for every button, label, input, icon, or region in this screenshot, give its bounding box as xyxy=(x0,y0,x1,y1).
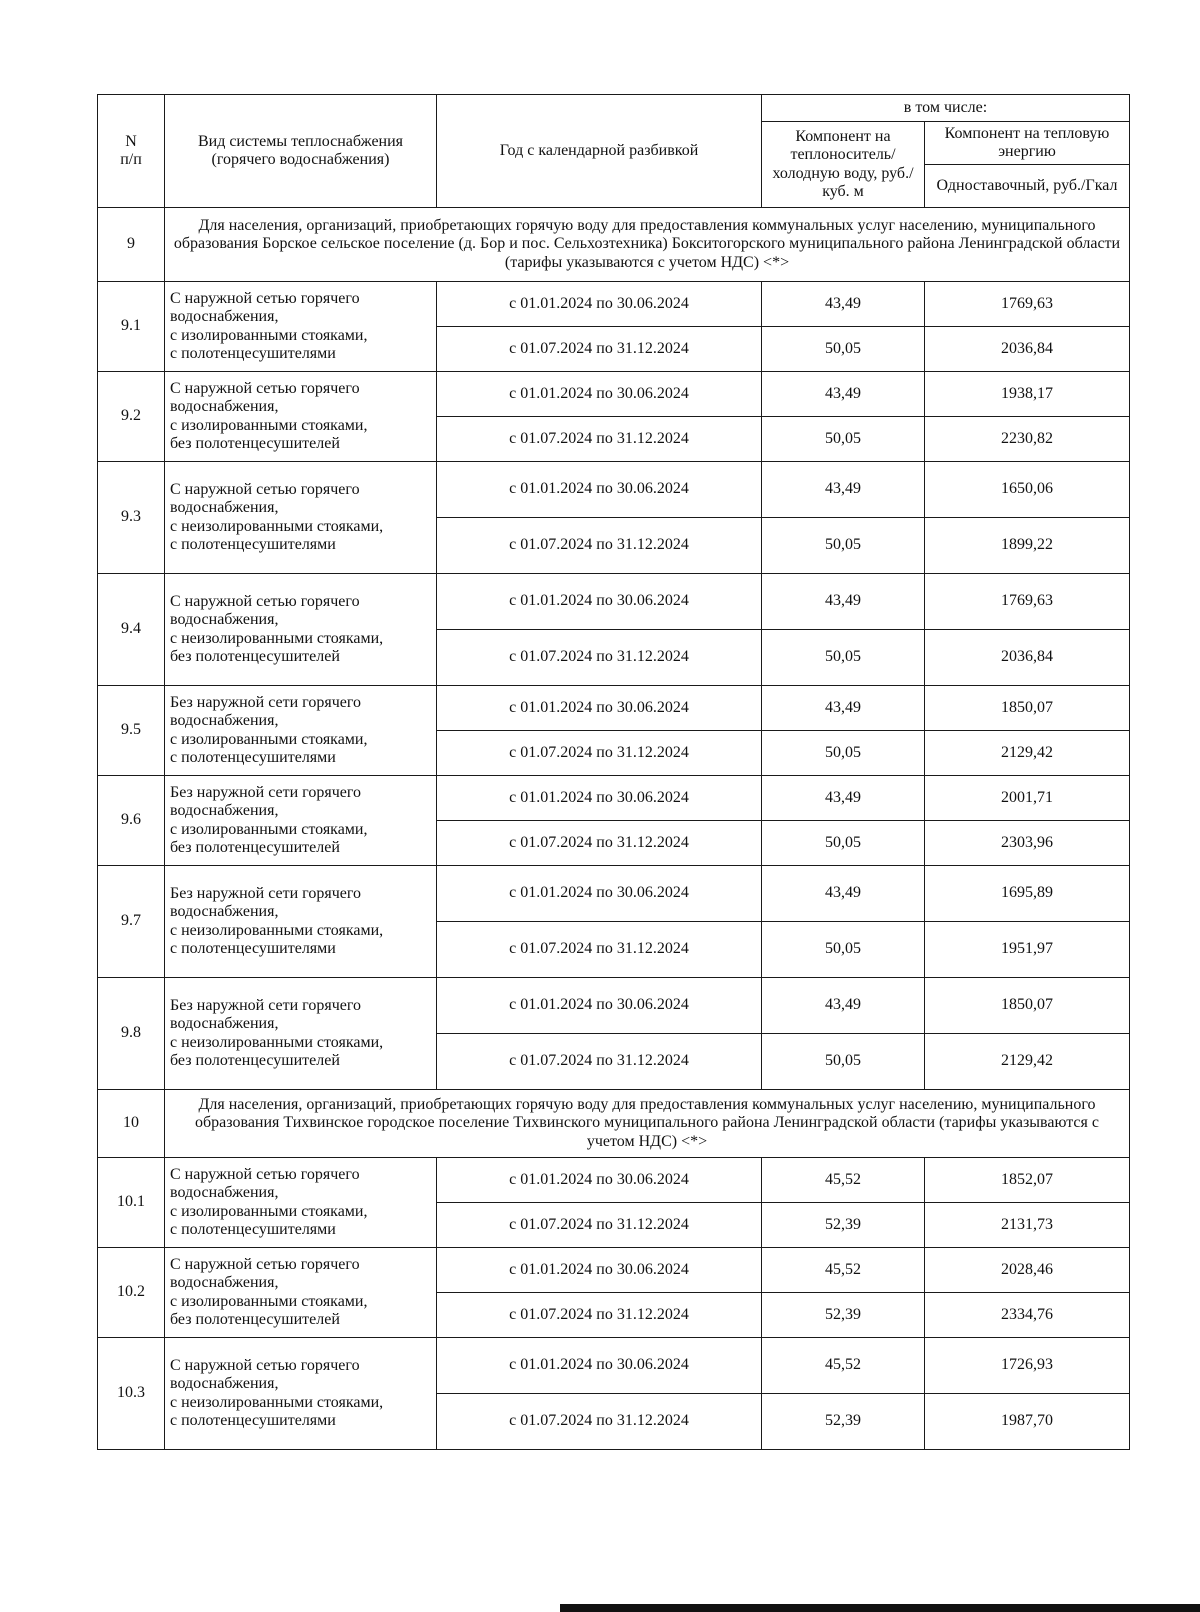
header-including: в том числе: xyxy=(762,95,1130,122)
period-cell: с 01.07.2024 по 31.12.2024 xyxy=(437,630,762,686)
heat-component-value: 2036,84 xyxy=(925,630,1130,686)
water-component-value: 43,49 xyxy=(762,282,925,327)
water-component-value: 45,52 xyxy=(762,1338,925,1394)
period-cell: с 01.01.2024 по 30.06.2024 xyxy=(437,1338,762,1394)
period-cell: с 01.07.2024 по 31.12.2024 xyxy=(437,1034,762,1090)
period-cell: с 01.07.2024 по 31.12.2024 xyxy=(437,518,762,574)
system-type: С наружной сетью горячего водоснабжения, с изолированными стояками, без полотенцесушителей xyxy=(165,372,437,462)
tariff-row xyxy=(98,686,1130,731)
section-number: 10 xyxy=(98,1090,165,1158)
tariff-document xyxy=(97,94,1129,1450)
water-component-value: 43,49 xyxy=(762,776,925,821)
section-row xyxy=(98,208,1130,282)
period-cell: с 01.07.2024 по 31.12.2024 xyxy=(437,922,762,978)
tariff-row xyxy=(98,462,1130,518)
system-type: С наружной сетью горячего водоснабжения, с изолированными стояками, без полотенцесушителей xyxy=(165,1248,437,1338)
tariff-row xyxy=(98,978,1130,1034)
scan-edge-line xyxy=(560,1604,1200,1612)
water-component-value: 43,49 xyxy=(762,574,925,630)
section-number: 9 xyxy=(98,208,165,282)
item-number: 9.8 xyxy=(98,978,165,1090)
heat-component-value: 1899,22 xyxy=(925,518,1130,574)
tariff-row xyxy=(98,1248,1130,1293)
heat-component-value: 1726,93 xyxy=(925,1338,1130,1394)
water-component-value: 45,52 xyxy=(762,1158,925,1203)
tariff-table xyxy=(97,94,1130,1450)
water-component-value: 45,52 xyxy=(762,1248,925,1293)
tariff-row xyxy=(98,866,1130,922)
header-heat-component: Компонент на тепловую энергию xyxy=(925,122,1130,165)
heat-component-value: 2028,46 xyxy=(925,1248,1130,1293)
water-component-value: 52,39 xyxy=(762,1394,925,1450)
heat-component-value: 1650,06 xyxy=(925,462,1130,518)
period-cell: с 01.07.2024 по 31.12.2024 xyxy=(437,1394,762,1450)
heat-component-value: 1850,07 xyxy=(925,978,1130,1034)
period-cell: с 01.07.2024 по 31.12.2024 xyxy=(437,327,762,372)
heat-component-value: 2131,73 xyxy=(925,1203,1130,1248)
water-component-value: 52,39 xyxy=(762,1203,925,1248)
section-title: Для населения, организаций, приобретающих горячую воду для предоставления коммунальных услуг населению, муниципального образования Тихвинское городское поселение Тихвинского муниципального района Ленинградской области (тарифы указываются с учетом НДС) <*> xyxy=(165,1090,1130,1158)
tariff-row xyxy=(98,1158,1130,1203)
header-period: Год с календарной разбивкой xyxy=(437,95,762,208)
heat-component-value: 1769,63 xyxy=(925,574,1130,630)
heat-component-value: 1987,70 xyxy=(925,1394,1130,1450)
water-component-value: 43,49 xyxy=(762,686,925,731)
water-component-value: 43,49 xyxy=(762,372,925,417)
header-row-1 xyxy=(98,95,1130,122)
heat-component-value: 1852,07 xyxy=(925,1158,1130,1203)
period-cell: с 01.01.2024 по 30.06.2024 xyxy=(437,574,762,630)
period-cell: с 01.07.2024 по 31.12.2024 xyxy=(437,1293,762,1338)
period-cell: с 01.07.2024 по 31.12.2024 xyxy=(437,731,762,776)
item-number: 9.7 xyxy=(98,866,165,978)
item-number: 10.2 xyxy=(98,1248,165,1338)
item-number: 9.2 xyxy=(98,372,165,462)
item-number: 10.3 xyxy=(98,1338,165,1450)
tariff-table-body xyxy=(98,95,1130,1450)
heat-component-value: 2001,71 xyxy=(925,776,1130,821)
item-number: 9.1 xyxy=(98,282,165,372)
heat-component-value: 2230,82 xyxy=(925,417,1130,462)
water-component-value: 50,05 xyxy=(762,518,925,574)
item-number: 10.1 xyxy=(98,1158,165,1248)
header-num: N п/п xyxy=(98,95,165,208)
period-cell: с 01.01.2024 по 30.06.2024 xyxy=(437,866,762,922)
header-heat-rate: Одноставочный, руб./Гкал xyxy=(925,165,1130,208)
system-type: Без наружной сети горячего водоснабжения, с изолированными стояками, с полотенцесушителями xyxy=(165,686,437,776)
water-component-value: 50,05 xyxy=(762,821,925,866)
system-type: Без наружной сети горячего водоснабжения, с неизолированными стояками, без полотенцесушителей xyxy=(165,978,437,1090)
period-cell: с 01.07.2024 по 31.12.2024 xyxy=(437,821,762,866)
system-type: С наружной сетью горячего водоснабжения, с неизолированными стояками, без полотенцесушителей xyxy=(165,574,437,686)
item-number: 9.6 xyxy=(98,776,165,866)
header-water-component: Компонент на теплоноситель/ холодную воду, руб./куб. м xyxy=(762,122,925,208)
water-component-value: 50,05 xyxy=(762,417,925,462)
period-cell: с 01.01.2024 по 30.06.2024 xyxy=(437,1158,762,1203)
heat-component-value: 1769,63 xyxy=(925,282,1130,327)
period-cell: с 01.07.2024 по 31.12.2024 xyxy=(437,1203,762,1248)
tariff-row xyxy=(98,372,1130,417)
heat-component-value: 2129,42 xyxy=(925,1034,1130,1090)
item-number: 9.3 xyxy=(98,462,165,574)
system-type: С наружной сетью горячего водоснабжения, с изолированными стояками, с полотенцесушителями xyxy=(165,282,437,372)
heat-component-value: 2334,76 xyxy=(925,1293,1130,1338)
system-type: С наружной сетью горячего водоснабжения, с неизолированными стояками, с полотенцесушителями xyxy=(165,1338,437,1450)
heat-component-value: 1850,07 xyxy=(925,686,1130,731)
system-type: С наружной сетью горячего водоснабжения, с неизолированными стояками, с полотенцесушителями xyxy=(165,462,437,574)
water-component-value: 52,39 xyxy=(762,1293,925,1338)
system-type: Без наружной сети горячего водоснабжения, с изолированными стояками, без полотенцесушителей xyxy=(165,776,437,866)
item-number: 9.4 xyxy=(98,574,165,686)
system-type: С наружной сетью горячего водоснабжения, с изолированными стояками, с полотенцесушителями xyxy=(165,1158,437,1248)
heat-component-value: 2129,42 xyxy=(925,731,1130,776)
heat-component-value: 1938,17 xyxy=(925,372,1130,417)
section-row xyxy=(98,1090,1130,1158)
water-component-value: 50,05 xyxy=(762,1034,925,1090)
period-cell: с 01.01.2024 по 30.06.2024 xyxy=(437,372,762,417)
period-cell: с 01.01.2024 по 30.06.2024 xyxy=(437,978,762,1034)
tariff-row xyxy=(98,574,1130,630)
water-component-value: 43,49 xyxy=(762,462,925,518)
heat-component-value: 2036,84 xyxy=(925,327,1130,372)
water-component-value: 50,05 xyxy=(762,731,925,776)
period-cell: с 01.07.2024 по 31.12.2024 xyxy=(437,417,762,462)
water-component-value: 50,05 xyxy=(762,922,925,978)
tariff-row xyxy=(98,1338,1130,1394)
heat-component-value: 1695,89 xyxy=(925,866,1130,922)
period-cell: с 01.01.2024 по 30.06.2024 xyxy=(437,686,762,731)
heat-component-value: 2303,96 xyxy=(925,821,1130,866)
header-system-type: Вид системы теплоснабжения (горячего водоснабжения) xyxy=(165,95,437,208)
system-type: Без наружной сети горячего водоснабжения, с неизолированными стояками, с полотенцесушителями xyxy=(165,866,437,978)
period-cell: с 01.01.2024 по 30.06.2024 xyxy=(437,462,762,518)
period-cell: с 01.01.2024 по 30.06.2024 xyxy=(437,776,762,821)
water-component-value: 43,49 xyxy=(762,978,925,1034)
heat-component-value: 1951,97 xyxy=(925,922,1130,978)
water-component-value: 50,05 xyxy=(762,327,925,372)
water-component-value: 43,49 xyxy=(762,866,925,922)
water-component-value: 50,05 xyxy=(762,630,925,686)
tariff-row xyxy=(98,282,1130,327)
period-cell: с 01.01.2024 по 30.06.2024 xyxy=(437,1248,762,1293)
section-title: Для населения, организаций, приобретающих горячую воду для предоставления коммунальных услуг населению, муниципального образования Борское сельское поселение (д. Бор и пос. Сельхозтехника) Бокситогорского муниципального района Ленинградской области (тарифы указываются с учетом НДС) <*> xyxy=(165,208,1130,282)
period-cell: с 01.01.2024 по 30.06.2024 xyxy=(437,282,762,327)
item-number: 9.5 xyxy=(98,686,165,776)
tariff-row xyxy=(98,776,1130,821)
